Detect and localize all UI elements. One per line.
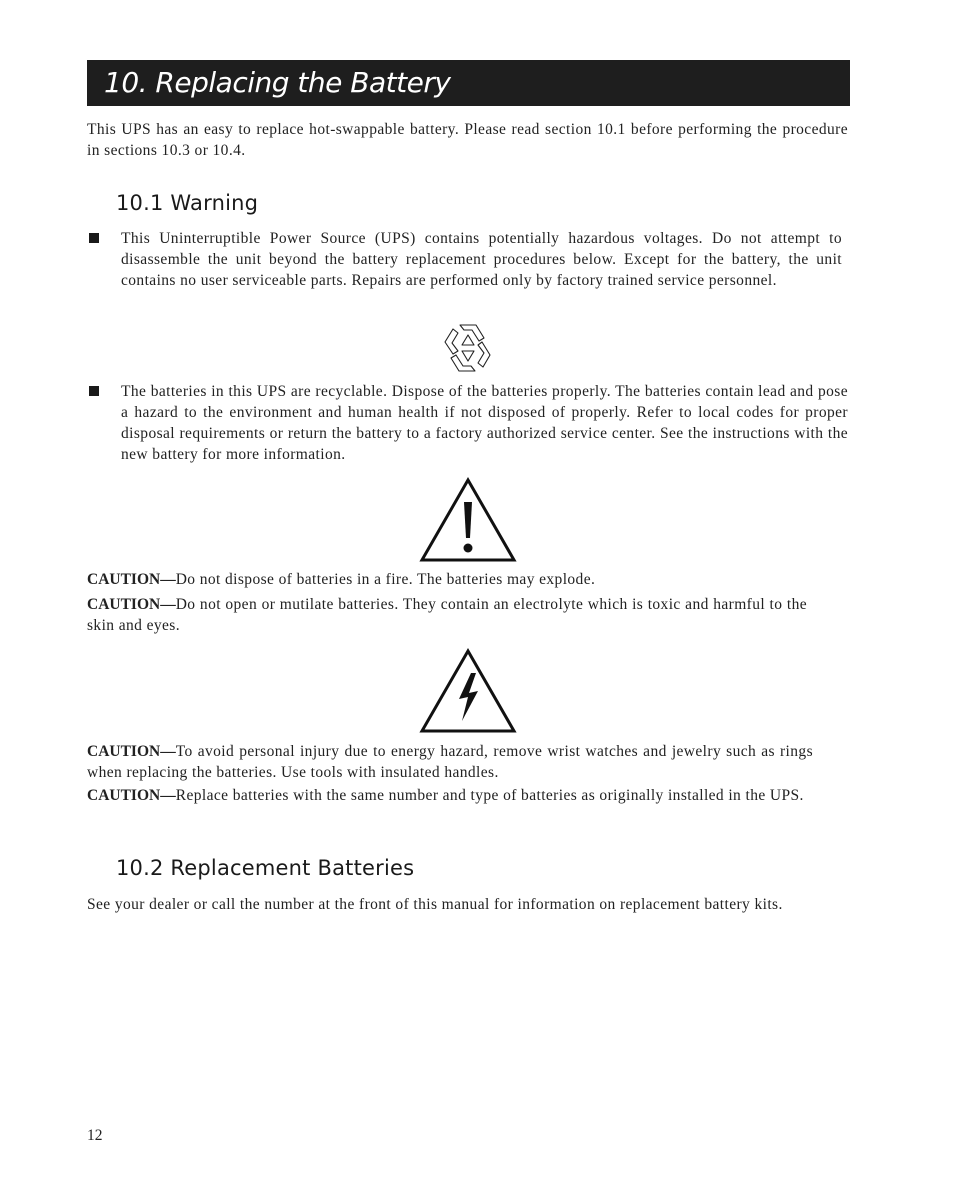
caution-mutilate: CAUTION—Do not open or mutilate batteries. They contain an electrolyte which is toxic and harmful to the skin and eyes. — [87, 596, 807, 634]
bullet-marker — [89, 233, 99, 243]
caution-energy-hazard: CAUTION—To avoid personal injury due to energy hazard, remove wrist watches and jewelry such as rings when replacing the batteries. Use tools with insulated handles. — [87, 743, 813, 781]
caution-label: CAUTION— — [87, 743, 176, 760]
caution-label: CAUTION— — [87, 787, 176, 804]
high-voltage-warning-icon — [418, 647, 518, 735]
section-heading-replacement-batteries: 10.2 Replacement Batteries — [116, 856, 415, 880]
replacement-batteries-paragraph: See your dealer or call the number at the front of this manual for information on replacement battery kits. — [87, 896, 783, 913]
page-title-bar — [87, 60, 850, 106]
caution-fire: CAUTION—Do not dispose of batteries in a fire. The batteries may explode. — [87, 571, 596, 588]
page-number: 12 — [87, 1127, 103, 1144]
caution-label: CAUTION— — [87, 596, 176, 613]
caution-label: CAUTION— — [87, 571, 176, 588]
warning-bullet-recyclable: The batteries in this UPS are recyclable. Dispose of the batteries properly. The batteries contain lead and pose a hazard to the environment and human health if not disposed of properly. Refer to local codes for proper disposal requirements or return the battery to a factory authorized service center. See the instructions with the new battery for more information. — [121, 383, 848, 463]
exclamation-warning-icon — [418, 476, 518, 564]
warning-bullet-hazardous-voltage: This Uninterruptible Power Source (UPS) contains potentially hazardous voltages. Do not attempt to disassemble the unit beyond the battery replacement procedures below. Except for the battery, the unit contains no user serviceable parts. Repairs are performed only by factory trained service personnel. — [121, 230, 842, 289]
caution-replace: CAUTION—Replace batteries with the same number and type of batteries as originally installed in the UPS. — [87, 787, 804, 804]
recycle-icon — [438, 321, 498, 375]
bullet-marker — [89, 386, 99, 396]
page-title: 10. Replacing the Battery — [104, 66, 451, 99]
intro-paragraph: This UPS has an easy to replace hot-swappable battery. Please read section 10.1 before performing the procedure in sections 10.3 or 10.4. — [87, 121, 848, 159]
section-heading-warning: 10.1 Warning — [116, 191, 259, 215]
